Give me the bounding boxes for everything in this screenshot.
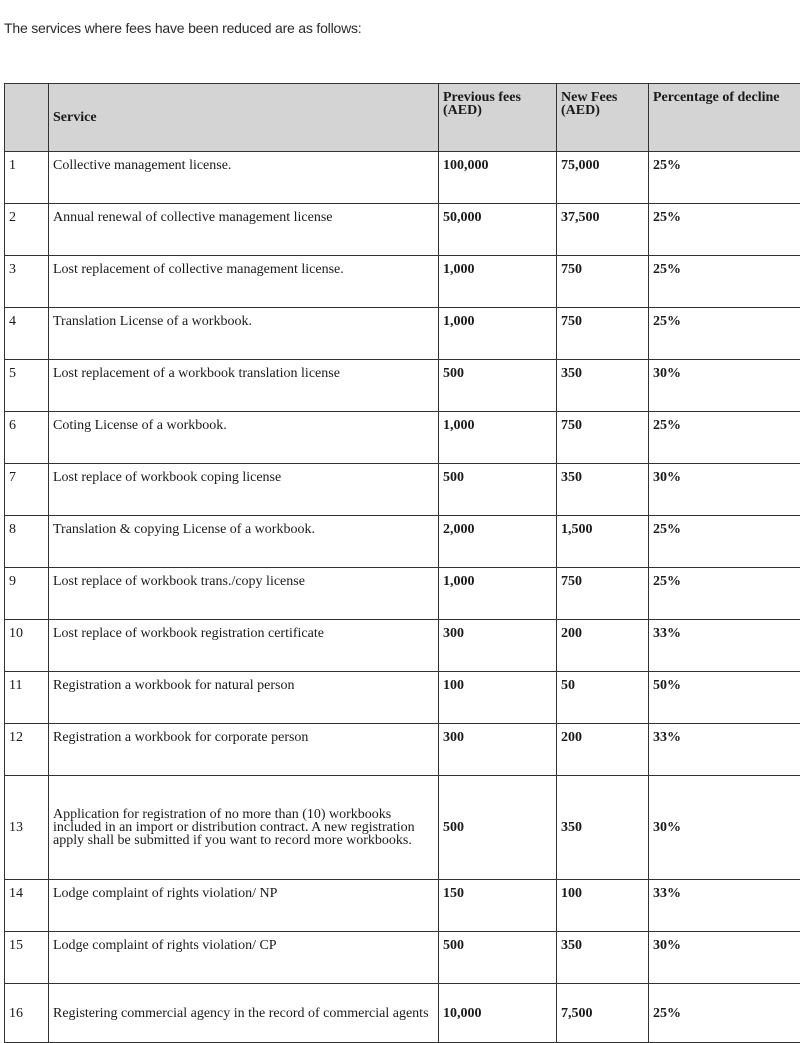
row-number: 2 — [5, 204, 49, 256]
row-previous-fees: 500 — [439, 360, 557, 412]
row-number: 10 — [5, 620, 49, 672]
row-new-fees: 750 — [557, 308, 649, 360]
row-service: Collective management license. — [49, 152, 439, 204]
table-row — [5, 516, 800, 568]
row-service: Lost replacement of collective management license. — [49, 256, 439, 308]
table-header-row — [5, 84, 800, 152]
row-previous-fees: 50,000 — [439, 204, 557, 256]
table-row — [5, 672, 800, 724]
row-number: 13 — [5, 776, 49, 880]
row-new-fees: 1,500 — [557, 516, 649, 568]
row-number: 4 — [5, 308, 49, 360]
row-percentage-decline: 25% — [649, 984, 800, 1043]
row-previous-fees: 500 — [439, 464, 557, 516]
row-percentage-decline: 25% — [649, 152, 800, 204]
row-new-fees: 350 — [557, 464, 649, 516]
row-previous-fees: 1,000 — [439, 568, 557, 620]
row-percentage-decline: 25% — [649, 412, 800, 464]
row-number: 12 — [5, 724, 49, 776]
header-service: Service — [49, 84, 439, 152]
fees-table — [4, 83, 800, 1043]
row-previous-fees: 1,000 — [439, 256, 557, 308]
table-row — [5, 412, 800, 464]
row-new-fees: 350 — [557, 932, 649, 984]
row-service: Coting License of a workbook. — [49, 412, 439, 464]
header-index — [5, 84, 49, 152]
table-row — [5, 568, 800, 620]
table-row — [5, 620, 800, 672]
row-number: 14 — [5, 880, 49, 932]
row-number: 9 — [5, 568, 49, 620]
row-number: 5 — [5, 360, 49, 412]
table-row — [5, 880, 800, 932]
row-percentage-decline: 25% — [649, 256, 800, 308]
row-number: 1 — [5, 152, 49, 204]
row-percentage-decline: 30% — [649, 776, 800, 880]
row-number: 16 — [5, 984, 49, 1043]
row-new-fees: 37,500 — [557, 204, 649, 256]
row-percentage-decline: 50% — [649, 672, 800, 724]
table-row — [5, 776, 800, 880]
row-service: Lodge complaint of rights violation/ CP — [49, 932, 439, 984]
table-row — [5, 464, 800, 516]
row-service: Lost replace of workbook trans./copy license — [49, 568, 439, 620]
row-previous-fees: 100 — [439, 672, 557, 724]
row-new-fees: 350 — [557, 360, 649, 412]
row-service: Lost replacement of a workbook translation license — [49, 360, 439, 412]
row-new-fees: 750 — [557, 568, 649, 620]
row-percentage-decline: 30% — [649, 932, 800, 984]
row-previous-fees: 150 — [439, 880, 557, 932]
row-percentage-decline: 33% — [649, 620, 800, 672]
row-previous-fees: 500 — [439, 776, 557, 880]
row-new-fees: 750 — [557, 412, 649, 464]
intro-text: The services where fees have been reduced are as follows: — [4, 20, 361, 36]
header-previous-fees: Previous fees (AED) — [439, 84, 557, 152]
row-new-fees: 200 — [557, 620, 649, 672]
row-percentage-decline: 30% — [649, 360, 800, 412]
row-new-fees: 100 — [557, 880, 649, 932]
row-previous-fees: 2,000 — [439, 516, 557, 568]
header-percentage-decline: Percentage of decline — [649, 84, 800, 152]
row-new-fees: 200 — [557, 724, 649, 776]
row-new-fees: 350 — [557, 776, 649, 880]
table-row — [5, 932, 800, 984]
row-new-fees: 750 — [557, 256, 649, 308]
row-number: 7 — [5, 464, 49, 516]
row-service: Application for registration of no more than (10) workbooks included in an import or distribution contract. A new registration apply shall be submitted if you want to record more workbooks. — [49, 776, 439, 880]
row-percentage-decline: 25% — [649, 308, 800, 360]
row-service: Lost replace of workbook coping license — [49, 464, 439, 516]
row-number: 6 — [5, 412, 49, 464]
row-service: Registration a workbook for corporate person — [49, 724, 439, 776]
row-number: 8 — [5, 516, 49, 568]
table-row — [5, 256, 800, 308]
header-new-fees: New Fees (AED) — [557, 84, 649, 152]
row-percentage-decline: 25% — [649, 568, 800, 620]
row-number: 3 — [5, 256, 49, 308]
row-previous-fees: 10,000 — [439, 984, 557, 1043]
row-previous-fees: 100,000 — [439, 152, 557, 204]
row-percentage-decline: 33% — [649, 724, 800, 776]
row-service: Lodge complaint of rights violation/ NP — [49, 880, 439, 932]
row-number: 11 — [5, 672, 49, 724]
row-service: Lost replace of workbook registration certificate — [49, 620, 439, 672]
row-previous-fees: 1,000 — [439, 308, 557, 360]
row-number: 15 — [5, 932, 49, 984]
row-new-fees: 50 — [557, 672, 649, 724]
row-service: Translation & copying License of a workbook. — [49, 516, 439, 568]
row-previous-fees: 300 — [439, 620, 557, 672]
table-row — [5, 204, 800, 256]
table-row — [5, 152, 800, 204]
table-row — [5, 308, 800, 360]
row-previous-fees: 1,000 — [439, 412, 557, 464]
row-previous-fees: 500 — [439, 932, 557, 984]
table-row — [5, 724, 800, 776]
row-service: Registering commercial agency in the record of commercial agents — [49, 984, 439, 1043]
row-service: Translation License of a workbook. — [49, 308, 439, 360]
row-new-fees: 75,000 — [557, 152, 649, 204]
row-percentage-decline: 33% — [649, 880, 800, 932]
row-service: Registration a workbook for natural person — [49, 672, 439, 724]
row-percentage-decline: 25% — [649, 516, 800, 568]
row-previous-fees: 300 — [439, 724, 557, 776]
row-service: Annual renewal of collective management license — [49, 204, 439, 256]
table-row — [5, 360, 800, 412]
table-row — [5, 984, 800, 1043]
row-new-fees: 7,500 — [557, 984, 649, 1043]
row-percentage-decline: 25% — [649, 204, 800, 256]
row-percentage-decline: 30% — [649, 464, 800, 516]
